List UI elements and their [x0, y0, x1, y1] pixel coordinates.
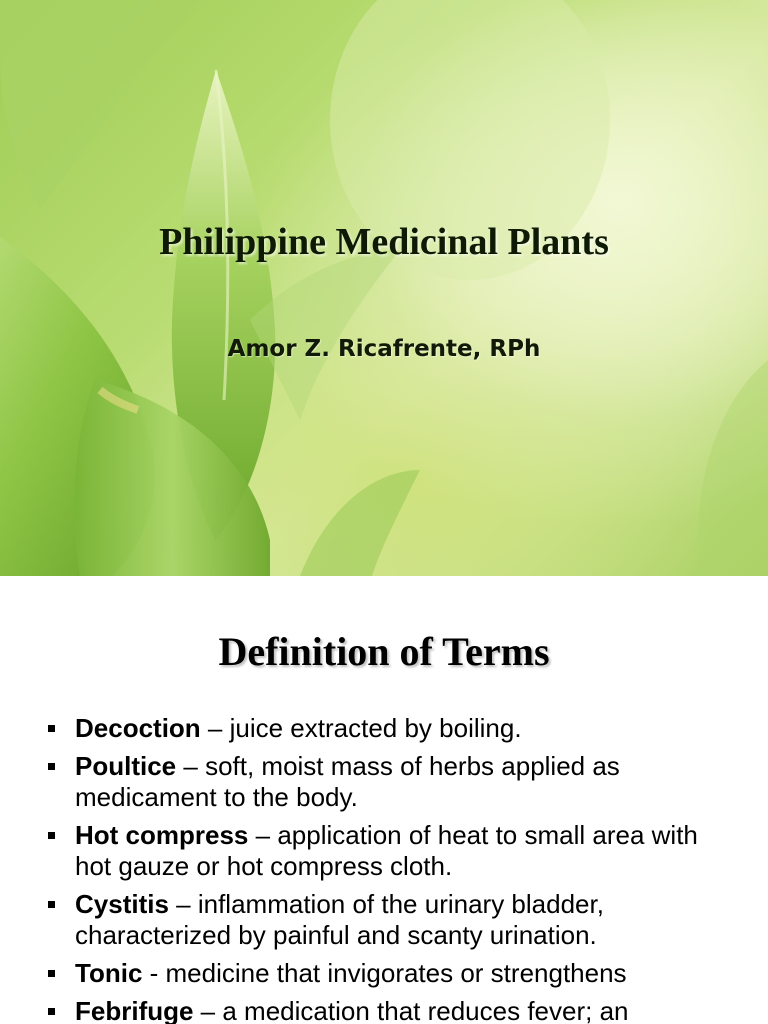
author-name: Amor Z. Ricafrente, RPh [227, 336, 541, 362]
term-separator: – [176, 751, 206, 781]
bullet-icon [48, 1008, 55, 1015]
term-label: Poultice [75, 751, 177, 781]
bullet-icon [48, 763, 55, 770]
list-item-tonic [48, 958, 738, 989]
bullet-icon [48, 725, 55, 732]
term-separator: – [200, 713, 230, 743]
presentation-title: Philippine Medicinal Plants [159, 221, 609, 263]
term-separator: – [168, 889, 198, 919]
list-item-poultice [48, 751, 738, 813]
term-definition: juice extracted by boiling. [229, 713, 522, 743]
term-definition: a medication that reduces fever; an [222, 996, 629, 1024]
list-item-hot-compress [48, 820, 738, 882]
term-separator: – [248, 820, 278, 850]
term-definition: soft, moist mass of herbs applied as medicament to the body. [75, 751, 620, 812]
bullet-icon [48, 970, 55, 977]
term-label: Decoction [75, 713, 201, 743]
term-label: Hot compress [75, 820, 249, 850]
term-definition: application of heat to small area with hot gauze or hot compress cloth. [75, 820, 698, 881]
term-definition: inflammation of the urinary bladder, characterized by painful and scanty urination. [75, 889, 604, 950]
bullet-icon [48, 832, 55, 839]
term-label: Febrifuge [75, 996, 194, 1024]
term-separator: – [193, 996, 223, 1024]
term-definition: medicine that invigorates or strengthens [165, 958, 627, 988]
list-item-febrifuge [48, 996, 738, 1024]
term-separator: - [142, 958, 166, 988]
term-label: Cystitis [75, 889, 169, 919]
bullet-icon [48, 901, 55, 908]
term-label: Tonic [75, 958, 143, 988]
definitions-slide [0, 576, 768, 1024]
list-item-cystitis [48, 889, 738, 951]
list-item-decoction [48, 713, 738, 744]
definitions-list [48, 713, 738, 1024]
definitions-heading: Definition of Terms [218, 629, 550, 674]
